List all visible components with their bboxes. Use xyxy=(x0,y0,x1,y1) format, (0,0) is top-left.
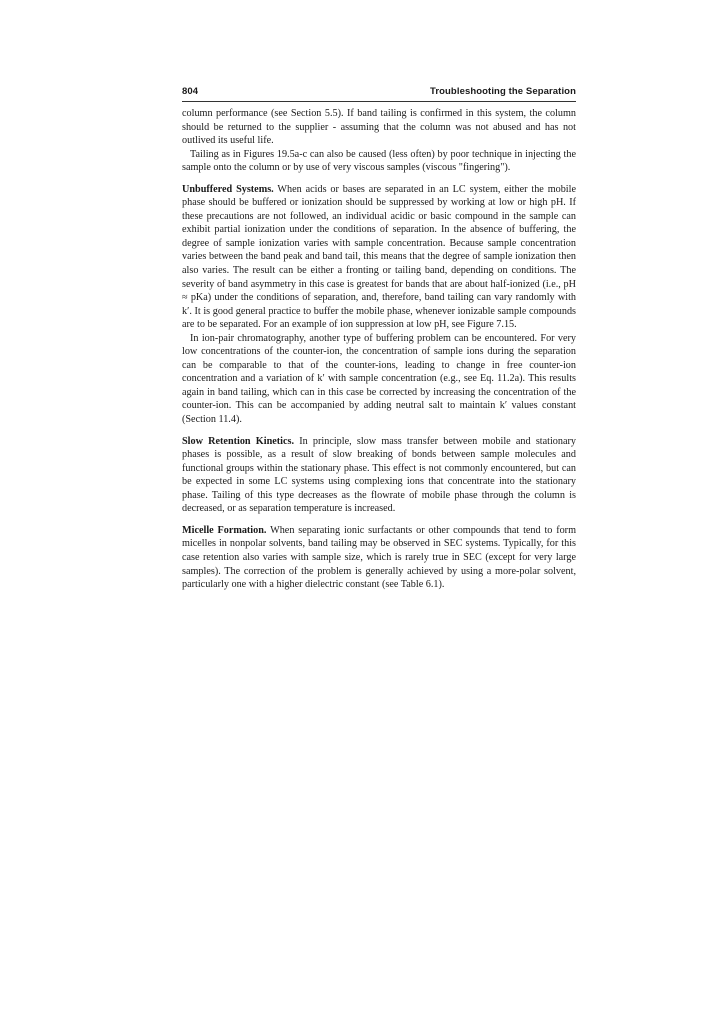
page-number: 804 xyxy=(182,86,199,97)
section-slow-retention-kinetics xyxy=(182,435,576,516)
section-heading: Unbuffered Systems. xyxy=(182,183,274,195)
section-micelle-formation xyxy=(182,524,576,592)
section-heading: Slow Retention Kinetics. xyxy=(182,435,295,447)
paragraph-ion-pair: In ion-pair chromatography, another type of buffering problem can be encountered. For very low concentrations of the counter-ion, the concentration of sample ions during the separation can be comparable to that of the counter-ions, leading to change in free counter-ion concentration and a variation of k′ with sample concentration (e.g., see Eq. 11.2a). This results again in band tailing, which can in this case be corrected by increasing the concentration of the counter-ion. This can be accompanied by adding neutral salt to maintain k′ values constant (Section 11.4). xyxy=(182,332,576,426)
section-body: In principle, slow mass transfer between mobile and stationary phases is possible, as a result of slow breaking of bonds between sample molecules and functional groups within the stationary phase. This effect is not commonly encountered, but can be expected in some LC systems using complexing ions that concentrate into the stationary phase. Tailing of this type decreases as the flowrate of mobile phase through the column is decreased, or as separation temperature is increased. xyxy=(182,435,576,515)
paragraph-injection-tailing: Tailing as in Figures 19.5a-c can also be caused (less often) by poor technique in injecting the sample onto the column or by use of very viscous samples (viscous "fingering"). xyxy=(182,148,576,174)
running-header xyxy=(182,86,576,102)
section-unbuffered-systems xyxy=(182,183,576,332)
paragraph-column-performance: column performance (see Section 5.5). If band tailing is confirmed in this system, the column should be returned to the supplier - assuming that the column was not abused and has not outlived its useful life. xyxy=(182,108,576,147)
section-body: When acids or bases are separated in an LC system, either the mobile phase should be buffered or ionization should be suppressed by working at low or high pH. If these precautions are not followed, an individual acidic or basic compound in the sample can exhibit partial ionization under the conditions of separation. In the absence of buffering, the degree of sample ionization varies with sample concentration. Because sample concentration varies between the band peak and band tail, this means that the degree of sample ionization then also varies. The result can be either a fronting or tailing band, depending on conditions. The severity of band asymmetry in this case is greatest for bands that are about half-ionized (i.e., pH ≈ pKa) under the conditions of separation, and, therefore, band tailing can vary randomly with k′. It is good general practice to buffer the mobile phase, whenever ionizable sample compounds are to be separated. For an example of ion suppression at low pH, see Figure 7.15. xyxy=(182,183,576,331)
running-title: Troubleshooting the Separation xyxy=(429,86,576,97)
book-page xyxy=(182,86,576,592)
section-body: When separating ionic surfactants or other compounds that tend to form micelles in nonpolar solvents, band tailing may be observed in SEC systems. Typically, for this case retention also varies with sample size, which is rarely true in SEC (except for very large samples). The correction of the problem is generally achieved by using a more-polar solvent, particularly one with a higher dielectric constant (see Table 6.1). xyxy=(182,524,576,591)
section-heading: Micelle Formation. xyxy=(182,524,267,536)
